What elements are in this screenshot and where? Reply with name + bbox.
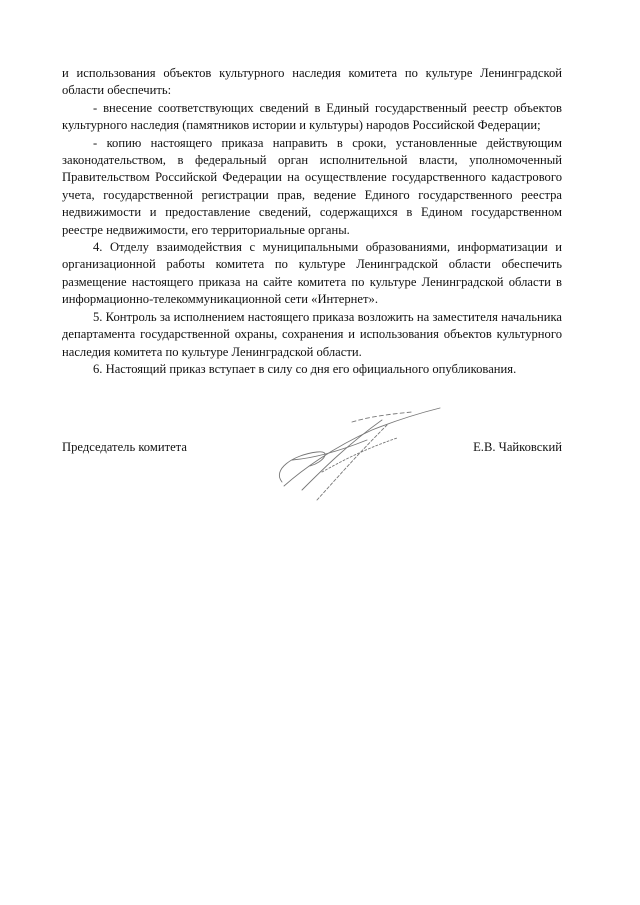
signature-block bbox=[62, 440, 562, 520]
document-body bbox=[62, 65, 562, 378]
signatory-name: Е.В. Чайковский bbox=[473, 440, 562, 454]
paragraph-send-copy: - копию настоящего приказа направить в сроки, установленные действующим законодательством, в федеральный орган исполнительной власти, уполномоченный Правительством Российской Федерации на осуществление государственного кадастрового учета, государственной регистрации прав, ведение Единого государственного реестра недвижимости и предоставление сведений, содержащихся в Едином государственном реестре недвижимости, его территориальные органы. bbox=[62, 135, 562, 237]
handwritten-signature bbox=[262, 400, 452, 510]
paragraph-item-4: 4. Отделу взаимодействия с муниципальными образованиями, информатизации и организационной работы комитета по культуре Ленинградской области обеспечить размещение настоящего приказа на сайте комитета по культуре Ленинградской области в информационно-телекоммуникационной сети «Интернет». bbox=[62, 240, 562, 307]
paragraph-item-6: 6. Настоящий приказ вступает в силу со дня его официального опубликования. bbox=[93, 361, 517, 376]
paragraph-registry-entry: - внесение соответствующих сведений в Единый государственный реестр объектов культурного наследия (памятников истории и культуры) народов Российской Федерации; bbox=[62, 100, 562, 133]
paragraph-continuation: и использования объектов культурного наследия комитета по культуре Ленинградской области обеспечить: bbox=[62, 66, 562, 98]
paragraph-item-5: 5. Контроль за исполнением настоящего приказа возложить на заместителя начальника департамента государственной охраны, сохранения и использования объектов культурного наследия комитета по культуре Ленинградской области. bbox=[62, 309, 562, 359]
signatory-title: Председатель комитета bbox=[62, 440, 187, 454]
